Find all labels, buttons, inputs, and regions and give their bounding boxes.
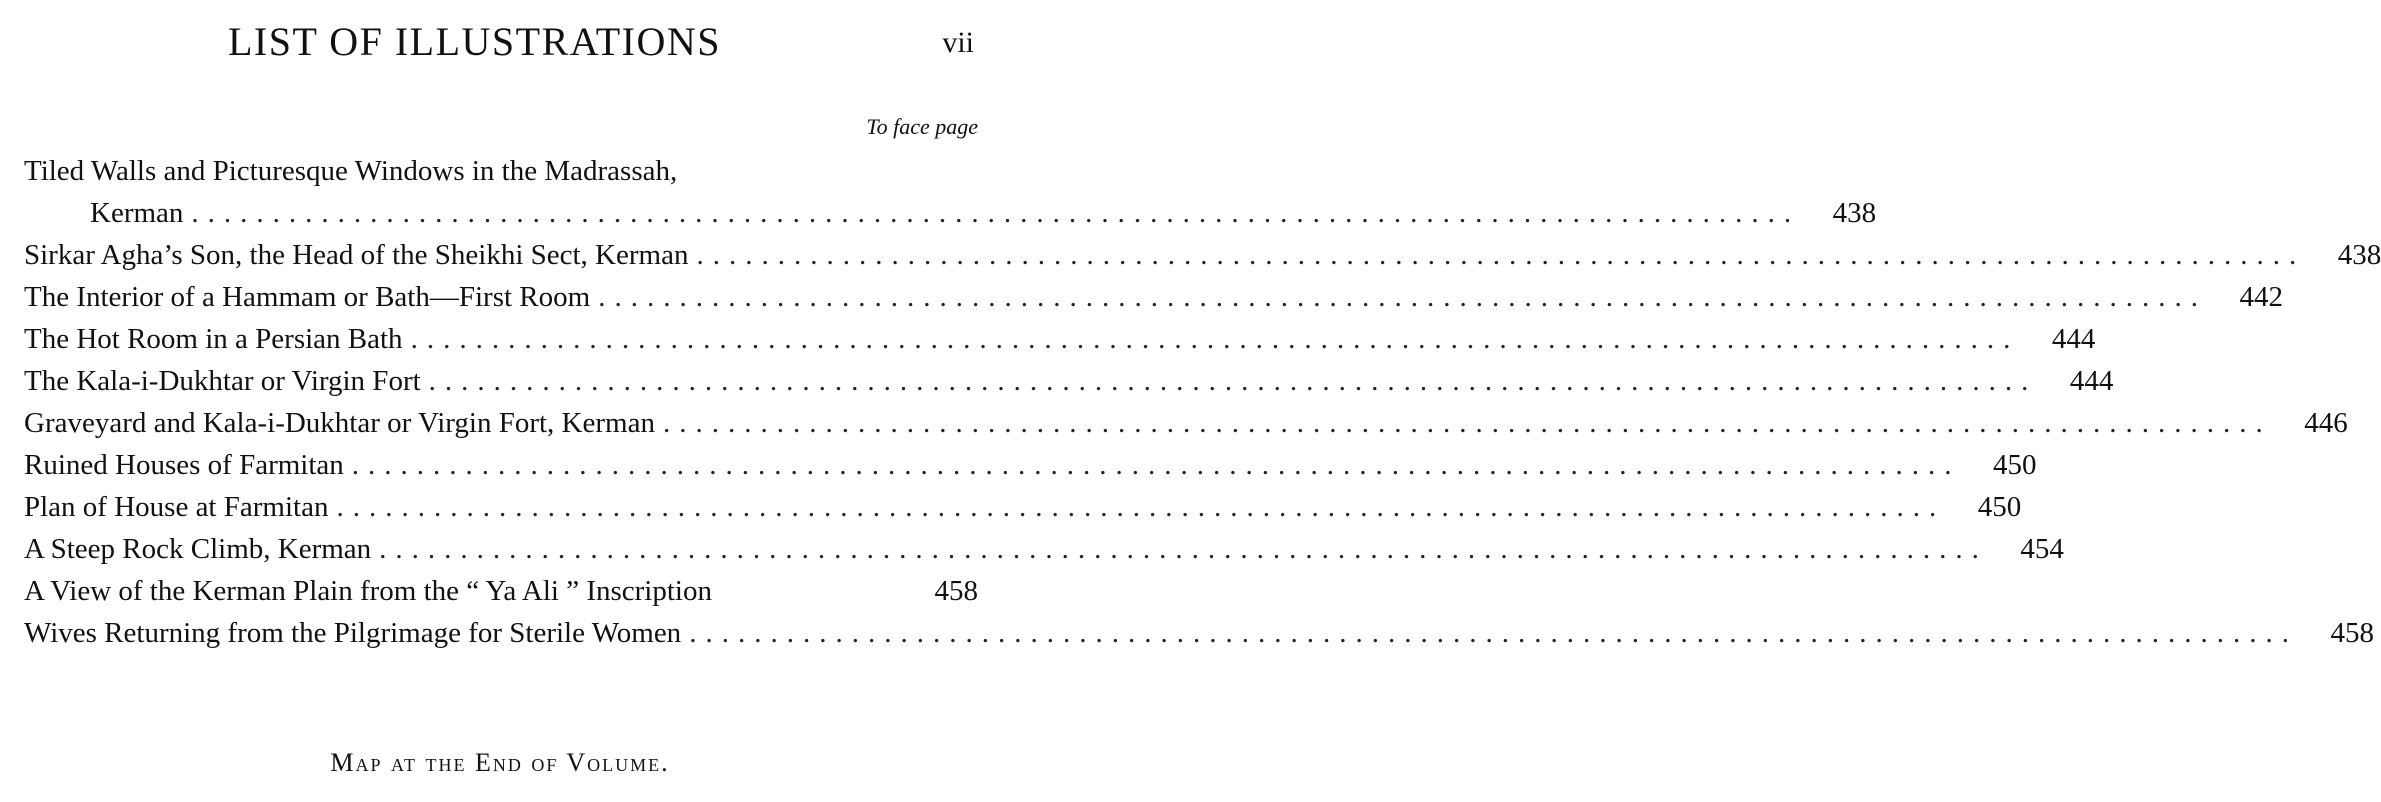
entry-title: The Interior of a Hammam or Bath—First Room	[24, 281, 591, 313]
entry-title: Graveyard and Kala-i-Dukhtar or Virgin Fort, Kerman	[24, 407, 655, 439]
map-note: Map at the End of Volume.	[330, 748, 670, 777]
entry-title: Kerman	[90, 197, 184, 229]
entry-page: 446	[2304, 407, 2348, 439]
dot-leader: ...................................................................................................	[191, 197, 1801, 229]
entry-page: 438	[2337, 239, 2381, 271]
entry-title: A View of the Kerman Plain from the “ Ya Ali ” Inscription	[24, 575, 712, 607]
list-item	[24, 318, 2096, 360]
entry-page: 450	[1977, 491, 2022, 523]
entry-page: 458	[934, 575, 978, 607]
list-item	[24, 528, 2064, 570]
page-number: vii	[942, 26, 974, 59]
column-heading: To face page	[866, 114, 978, 139]
list-item	[24, 570, 978, 612]
dot-leader: ...................................................................................................	[662, 407, 2272, 439]
entry-title: A Steep Rock Climb, Kerman	[24, 533, 372, 565]
dot-leader: ...................................................................................................	[379, 533, 1988, 565]
entry-title: The Hot Room in a Persian Bath	[24, 323, 403, 355]
dot-leader: ...................................................................................................	[410, 323, 2020, 355]
entry-title: The Kala-i-Dukhtar or Virgin Fort	[24, 365, 421, 397]
list-item	[24, 234, 2381, 276]
dot-leader: ...................................................................................................	[428, 365, 2038, 397]
entry-page: 442	[2239, 281, 2283, 313]
list-item	[24, 276, 2283, 318]
dot-leader: ...................................................................................................	[689, 617, 2298, 649]
list-item	[24, 360, 2114, 402]
entry-page: 438	[1832, 197, 1877, 229]
dot-leader: ...................................................................................................	[696, 239, 2306, 271]
dot-leader: ...................................................................................................	[598, 281, 2207, 313]
entry-title: Plan of House at Farmitan	[24, 491, 329, 523]
illustrations-list	[24, 150, 2381, 654]
list-item	[24, 150, 1877, 234]
list-item	[24, 402, 2348, 444]
list-item	[24, 486, 2022, 528]
entry-page: 444	[2051, 323, 2096, 355]
entry-title: Sirkar Agha’s Son, the Head of the Sheikhi Sect, Kerman	[24, 239, 689, 271]
entry-page: 454	[2020, 533, 2064, 565]
entry-page: 444	[2069, 365, 2114, 397]
entry-page: 450	[1993, 449, 2037, 481]
dot-leader: ...................................................................................................	[336, 491, 1946, 523]
list-item	[24, 444, 2037, 486]
entry-title: Wives Returning from the Pilgrimage for Sterile Women	[24, 617, 682, 649]
list-item	[24, 612, 2374, 654]
dot-leader: ...................................................................................................	[351, 449, 1961, 481]
entry-title: Ruined Houses of Farmitan	[24, 449, 344, 481]
entry-page: 458	[2330, 617, 2374, 649]
page-title: LIST OF ILLUSTRATIONS	[228, 19, 722, 64]
entry-title-line: Tiled Walls and Picturesque Windows in the Madrassah,	[24, 155, 678, 187]
